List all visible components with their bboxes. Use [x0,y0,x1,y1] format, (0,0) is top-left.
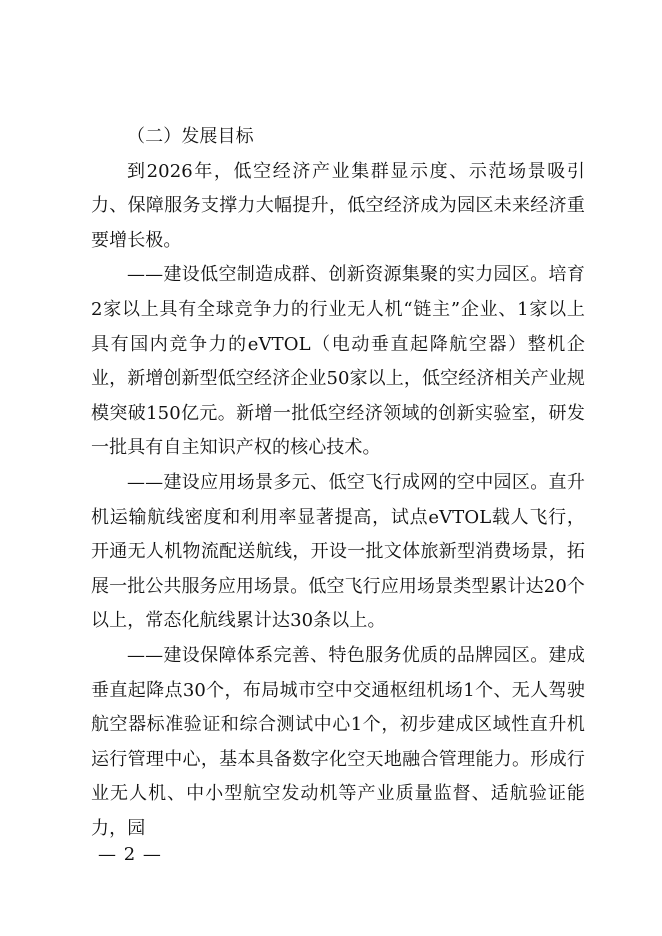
page-number: — 2 — [98,844,162,865]
paragraph-goal-overview: 到2026年，低空经济产业集群显示度、示范场景吸引力、保障服务支撑力大幅提升，低空经济成为园区未来经济重要增长极。 [91,160,585,251]
document-body [91,120,585,846]
section-heading: （二）发展目标 [127,126,254,147]
paragraph-brand-park: ——建设保障体系完善、特色服务优质的品牌园区。建成垂直起降点30个，布局城市空中交通枢纽机场1个、无人驾驶航空器标准验证和综合测试中心1个，初步建成区域性直升机运行管理中心，基本具备数字化空天地融合管理能力。形成行业无人机、中小型航空发动机等产业质量监督、适航验证能力，园 [91,644,585,839]
paragraph-aerial-park: ——建设应用场景多元、低空飞行成网的空中园区。直升机运输航线密度和利用率显著提高，试点eVTOL载人飞行，开通无人机物流配送航线，开设一批文体旅新型消费场景，拓展一批公共服务应用场景。低空飞行应用场景类型累计达20个以上，常态化航线累计达30条以上。 [91,471,585,632]
paragraph-manufacturing-park: ——建设低空制造成群、创新资源集聚的实力园区。培育2家以上具有全球竞争力的行业无人机“链主”企业、1家以上具有国内竞争力的eVTOL（电动垂直起降航空器）整机企业，新增创新型低空经济企业50家以上，低空经济相关产业规模突破150亿元。新增一批低空经济领域的创新实验室，研发一批具有自主知识产权的核心技术。 [91,264,585,459]
